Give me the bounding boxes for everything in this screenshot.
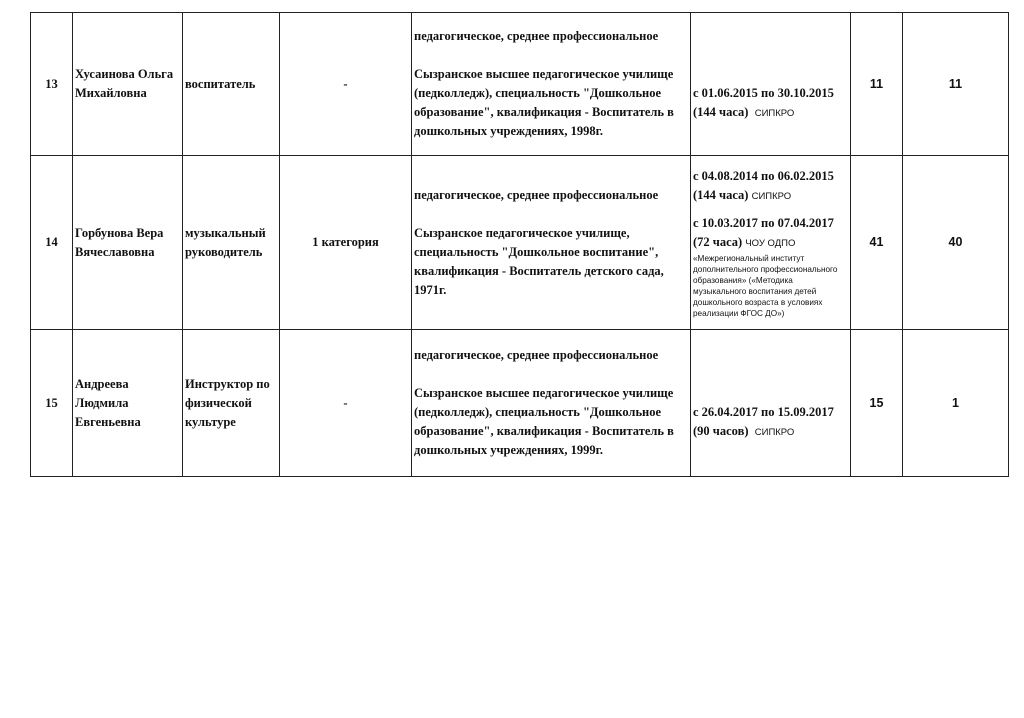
qualification-category: - — [280, 330, 412, 477]
education-cell — [412, 156, 691, 330]
education-level: педагогическое, среднее профессиональное — [414, 348, 659, 362]
row-number: 13 — [31, 13, 73, 156]
course-institution: СИПКРО — [754, 426, 795, 438]
qualification-category: 1 категория — [280, 156, 412, 330]
course-institution: ЧОУ ОДПО — [745, 237, 796, 249]
education-detail: Сызранское высшее педагогическое училище (педколледж), специальность "Дошкольное образование", квалификация - Воспитатель в дошкольных учреждениях, 1998г. — [414, 67, 674, 138]
education-cell — [412, 330, 691, 477]
courses-cell — [691, 330, 851, 477]
course-hours: (144 часа) — [693, 187, 749, 202]
course-topic: «Межрегиональный институт дополнительного профессионального образования» («Методика музыкального воспитания детей дошкольного возраста в условиях реализации ФГОС ДО») — [693, 253, 838, 318]
employee-name: Горбунова Вера Вячеславовна — [73, 156, 183, 330]
total-experience: 15 — [851, 330, 903, 477]
education-level: педагогическое, среднее профессиональное — [414, 187, 659, 202]
employee-name: Андреева Людмила Евгеньевна — [73, 330, 183, 477]
employee-position: воспитатель — [183, 13, 280, 156]
pedagogical-experience: 11 — [903, 13, 1009, 156]
course-hours: (90 часов) — [693, 423, 749, 438]
course-institution: СИПКРО — [751, 190, 792, 202]
pedagogical-experience: 40 — [903, 156, 1009, 330]
row-number: 15 — [31, 330, 73, 477]
total-experience: 11 — [851, 13, 903, 156]
courses-cell — [691, 156, 851, 330]
course-hours: (144 часа) — [693, 104, 749, 119]
employee-position: Инструктор по физической культуре — [183, 330, 280, 477]
education-detail: Сызранское высшее педагогическое училище (педколледж), специальность "Дошкольное образование", квалификация - Воспитатель в дошкольных учреждениях, 1999г. — [414, 386, 674, 457]
table-row — [31, 330, 1009, 477]
courses-cell — [691, 13, 851, 156]
course-period: с 04.08.2014 по 06.02.2015 — [693, 168, 834, 183]
education-cell — [412, 13, 691, 156]
table-row — [31, 13, 1009, 156]
table-row — [31, 156, 1009, 330]
education-detail: Сызранское педагогическое училище, специальность "Дошкольное воспитание", квалификация - Воспитатель детского сада, 1971г. — [414, 225, 664, 297]
pedagogical-experience: 1 — [903, 330, 1009, 477]
employee-position: музыкальный руководитель — [183, 156, 280, 330]
employee-name: Хусаинова Ольга Михайловна — [73, 13, 183, 156]
staff-table — [30, 12, 1009, 477]
qualification-category: - — [280, 13, 412, 156]
course-hours: (72 часа) — [693, 234, 743, 249]
education-level: педагогическое, среднее профессиональное — [414, 29, 659, 43]
course-period: с 26.04.2017 по 15.09.2017 — [693, 404, 834, 419]
course-period: с 01.06.2015 по 30.10.2015 — [693, 85, 834, 100]
row-number: 14 — [31, 156, 73, 330]
total-experience: 41 — [851, 156, 903, 330]
course-institution: СИПКРО — [754, 107, 795, 119]
course-period: с 10.03.2017 по 07.04.2017 — [693, 215, 834, 230]
